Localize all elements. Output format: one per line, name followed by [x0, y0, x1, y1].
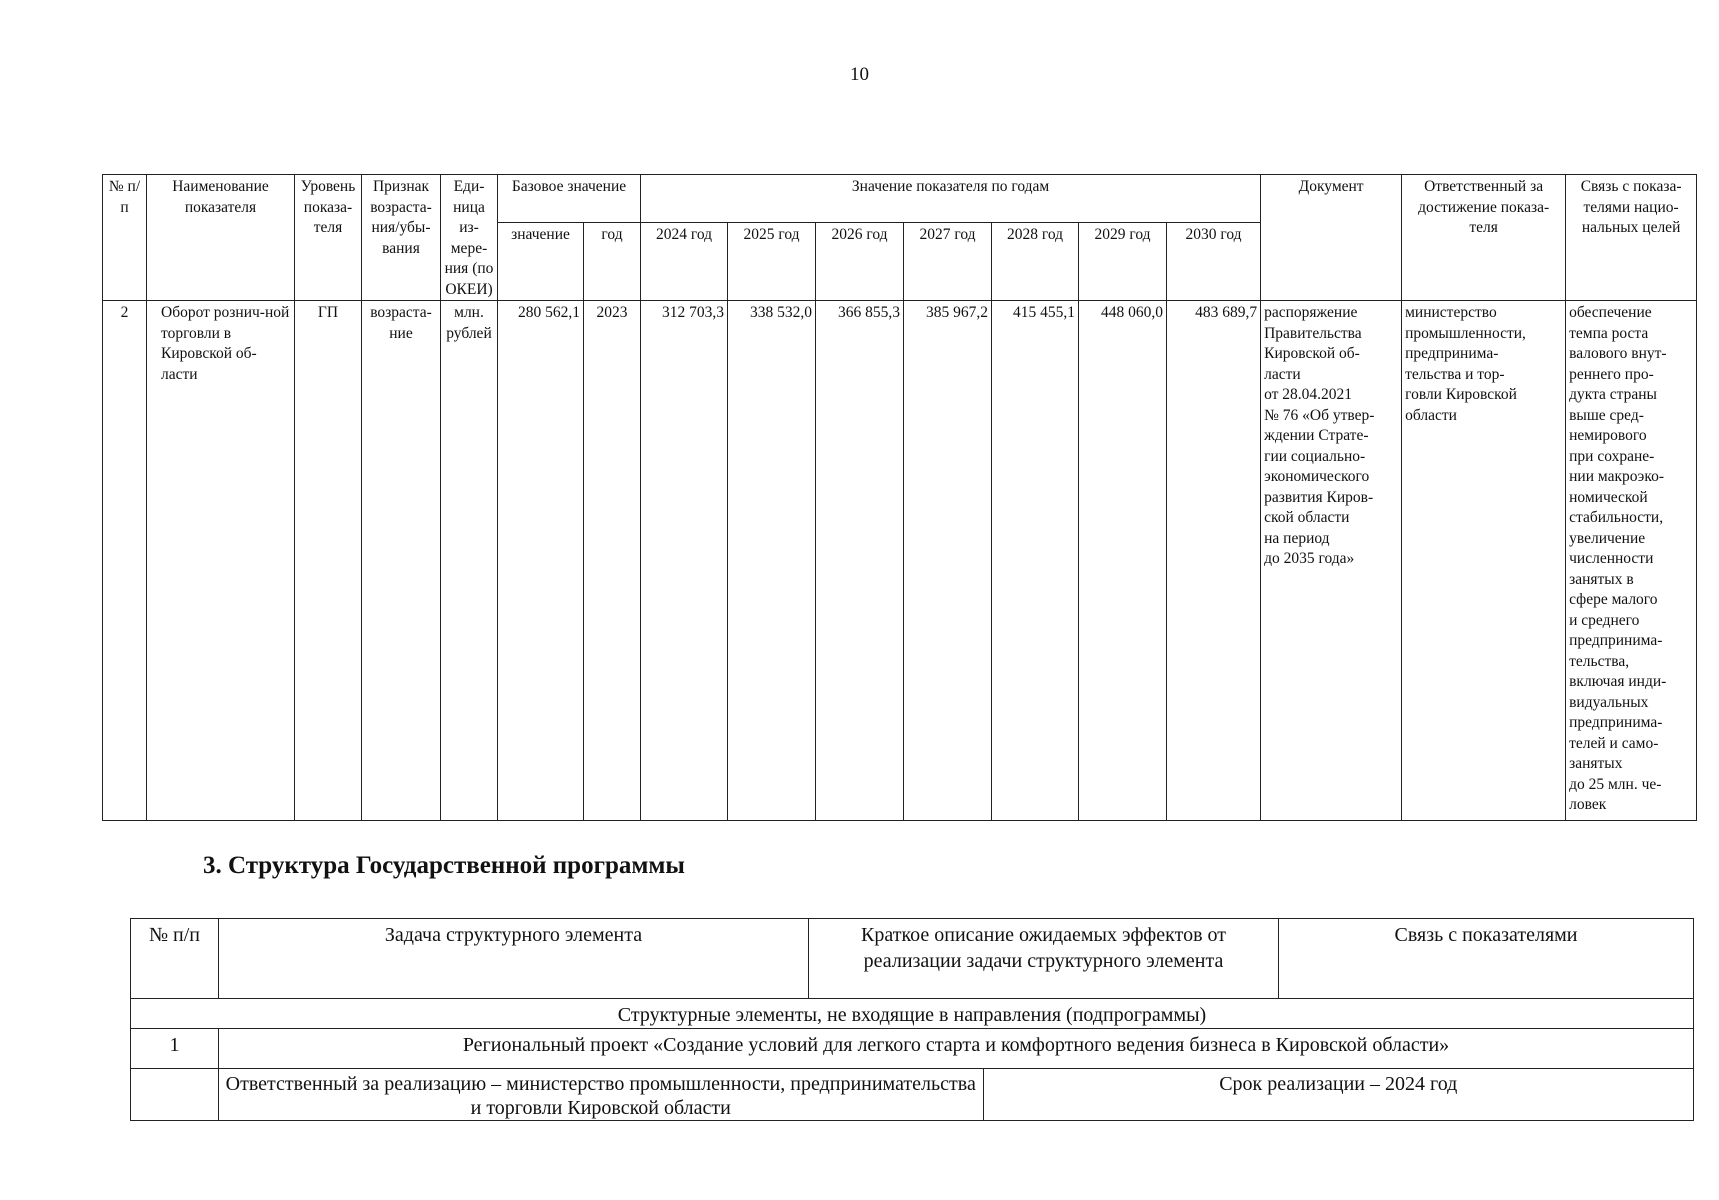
structure-table: [130, 918, 1694, 1121]
structure-header-row: [131, 919, 1694, 999]
col-header-year-2024: 2024 год: [641, 223, 728, 301]
col-header-base-value: значение: [498, 223, 584, 301]
cell-unit: млн. рублей: [441, 301, 498, 821]
col-header-num: № п/п: [131, 919, 219, 999]
col-header-year-2030: 2030 год: [1167, 223, 1261, 301]
cell-value-2029: 448 060,0: [1079, 301, 1167, 821]
col-header-year-2029: 2029 год: [1079, 223, 1167, 301]
page-number: 10: [850, 64, 869, 85]
col-header-name: Наименование показателя: [147, 175, 295, 301]
col-header-responsible: Ответственный за достижение показа-теля: [1402, 175, 1566, 301]
cell-document: распоряжение Правительства Кировской об- ласти от 28.04.2021 № 76 «Об утвер- ждении Страте- гии социально- экономического развития Киров- ской области на период до 2035 года»: [1261, 301, 1402, 821]
project-details-cell: [219, 1069, 1694, 1121]
project-row: [131, 1029, 1694, 1069]
cell-value-2030: 483 689,7: [1167, 301, 1261, 821]
project-details-row: [131, 1069, 1694, 1121]
table-row: [103, 301, 1697, 821]
col-header-year-2025: 2025 год: [728, 223, 816, 301]
empty-cell: [131, 1069, 219, 1121]
indicators-header-row: [103, 175, 1697, 223]
cell-base-year: 2023: [584, 301, 641, 821]
cell-value-2026: 366 855,3: [816, 301, 904, 821]
project-deadline: Срок реализации – 2024 год: [1219, 1073, 1458, 1095]
col-header-indicators-link: Связь с показателями: [1279, 919, 1694, 999]
cell-indicator-name: Оборот рознич-ной торговли в Кировской об-ласти: [147, 301, 295, 821]
col-header-document: Документ: [1261, 175, 1402, 301]
section-title: 3. Структура Государственной программы: [203, 852, 685, 879]
col-header-base-year: год: [584, 223, 641, 301]
cell-responsible: министерство промышленности, предпринима- тельства и тор- говли Кировской области: [1402, 301, 1566, 821]
col-header-link: Связь с показа-телями нацио-нальных целей: [1566, 175, 1697, 301]
project-num: 1: [131, 1029, 219, 1069]
project-title: Региональный проект «Создание условий для легкого старта и комфортного ведения бизнеса в Кировской области»: [219, 1029, 1694, 1069]
cell-value-2025: 338 532,0: [728, 301, 816, 821]
cell-national-goals-link: обеспечение темпа роста валового внут- реннего про- дукта страны выше сред- немирового при сохране- нии макроэко- номической стабильности, увеличение численности занятых в сфере малого и среднего предпринима- тельства, включая инди- видуальных предпринима- телей и само- занятых до 25 млн. че- ловек: [1566, 301, 1697, 821]
col-header-year-2028: 2028 год: [992, 223, 1079, 301]
col-header-num: № п/п: [103, 175, 147, 301]
cell-base-value: 280 562,1: [498, 301, 584, 821]
col-header-year-2027: 2027 год: [904, 223, 992, 301]
col-header-trend: Признак возраста-ния/убы-вания: [362, 175, 441, 301]
project-details: [219, 1069, 1693, 1120]
cell-value-2027: 385 967,2: [904, 301, 992, 821]
col-header-unit: Еди-ница из-мере-ния (по ОКЕИ): [441, 175, 498, 301]
project-responsible: Ответственный за реализацию – министерство промышленности, предпринимательства и торговли Кировской области: [219, 1069, 983, 1120]
cell-num: 2: [103, 301, 147, 821]
cell-level: ГП: [295, 301, 362, 821]
cell-value-2024: 312 703,3: [641, 301, 728, 821]
col-header-task: Задача структурного элемента: [219, 919, 809, 999]
indicators-table: [102, 174, 1697, 821]
col-header-level: Уровень показа-теля: [295, 175, 362, 301]
cell-trend: возраста-ние: [362, 301, 441, 821]
group-row: [131, 999, 1694, 1029]
col-header-year-2026: 2026 год: [816, 223, 904, 301]
col-header-by-years: Значение показателя по годам: [641, 175, 1261, 223]
group-title: Структурные элементы, не входящие в направления (подпрограммы): [131, 999, 1694, 1029]
col-header-effects: Краткое описание ожидаемых эффектов от реализации задачи структурного элемента: [809, 919, 1279, 999]
col-header-base: Базовое значение: [498, 175, 641, 223]
cell-value-2028: 415 455,1: [992, 301, 1079, 821]
